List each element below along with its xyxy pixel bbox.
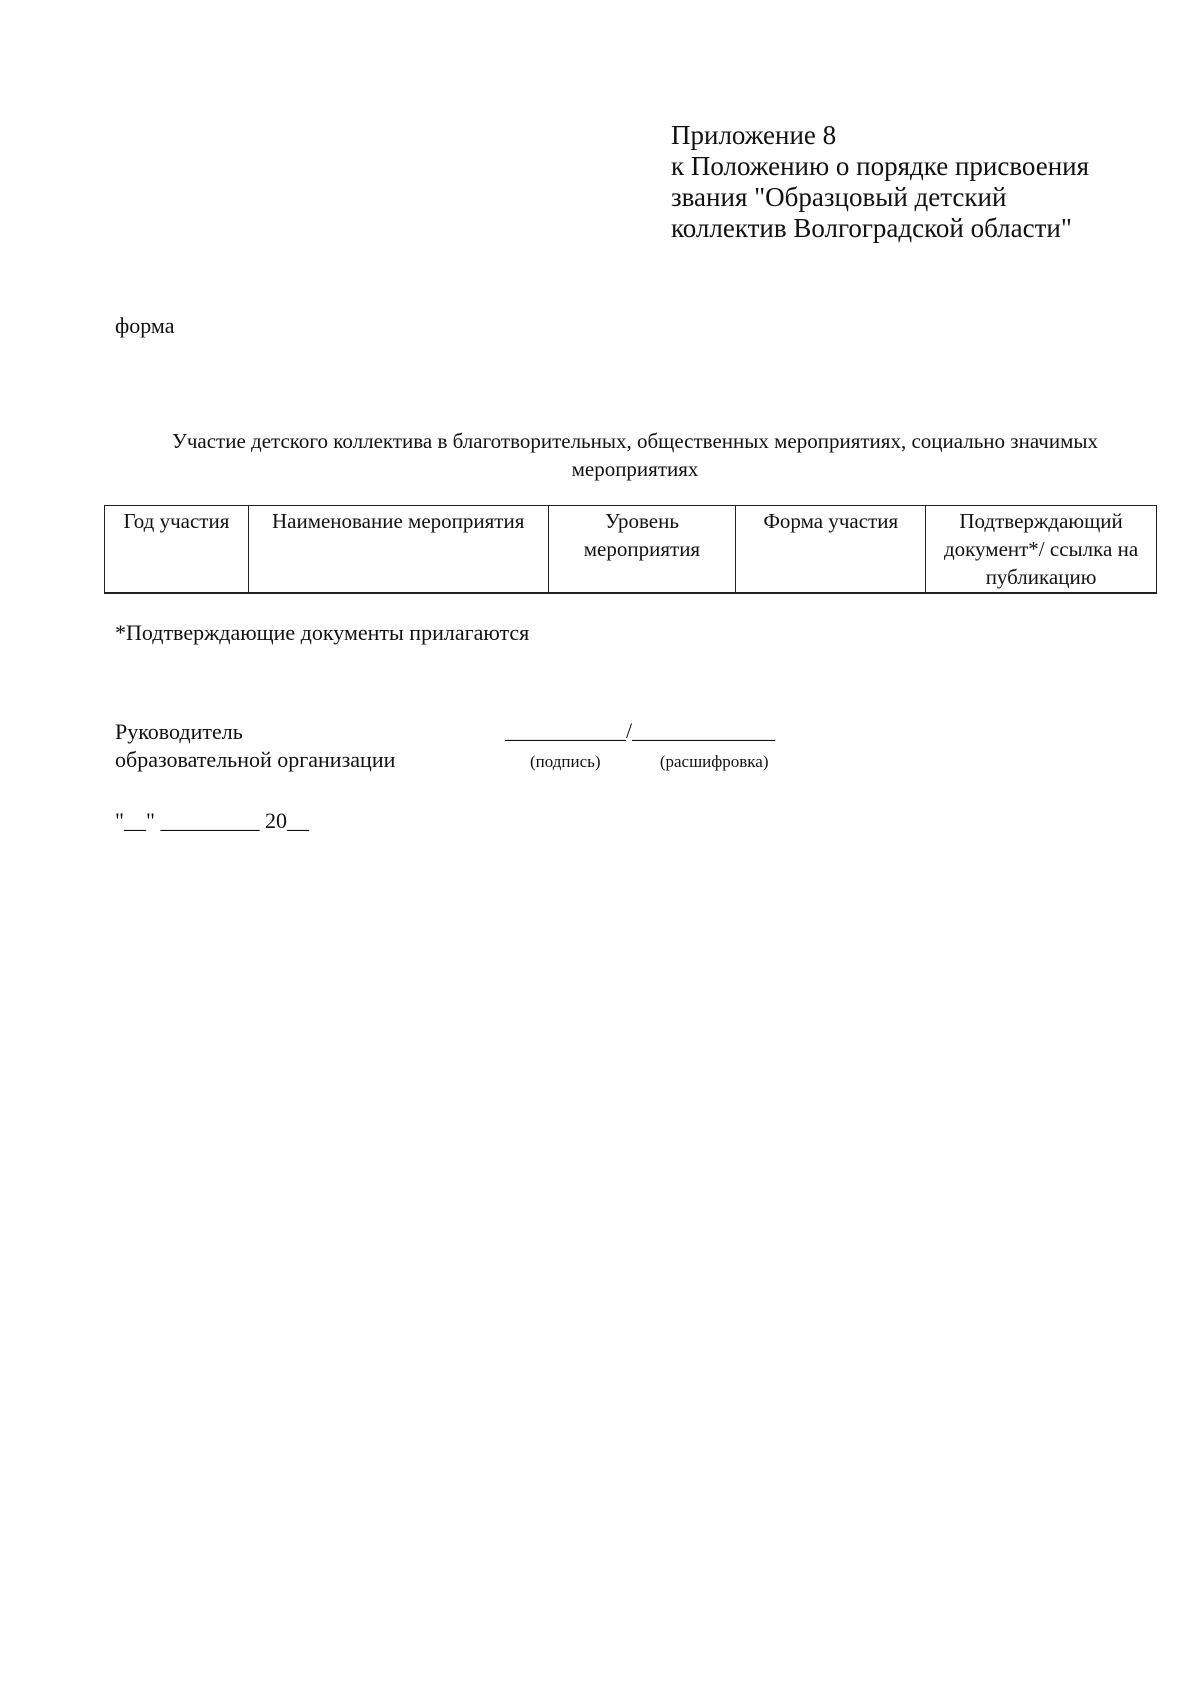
signatory-role-line: образовательной организации — [115, 747, 396, 772]
signature-captions — [530, 752, 769, 772]
header-event-name: Наименование мероприятия — [248, 506, 548, 594]
appendix-line: звания "Образцовый детский — [671, 182, 1007, 212]
table-header-row — [105, 506, 1157, 594]
signatory-role — [115, 718, 395, 774]
participation-table — [104, 505, 1157, 594]
appendix-line: Приложение 8 — [671, 120, 837, 150]
signatory-role-line: Руководитель — [115, 719, 243, 744]
date-line: "__" _________ 20__ — [115, 808, 309, 833]
document-title: Участие детского коллектива в благотворительных, общественных мероприятиях, социально значимых мероприятиях — [171, 429, 1099, 481]
appendix-line: коллектив Волгоградской области" — [671, 213, 1072, 243]
caption-decoding: (расшифровка) — [659, 752, 769, 771]
header-confirming-document: Подтверждающий документ*/ ссылка на публикацию — [926, 506, 1157, 594]
appendix-line: к Положению о порядке присвоения — [671, 151, 1090, 181]
header-participation-form: Форма участия — [736, 506, 926, 594]
footnote: *Подтверждающие документы прилагаются — [115, 620, 530, 645]
form-label: форма — [115, 313, 175, 338]
appendix-block — [671, 120, 1171, 244]
signature-line: ___________/_____________ — [505, 718, 776, 743]
header-event-level: Уровень мероприятия — [548, 506, 736, 594]
caption-signature: (подпись) — [530, 752, 601, 771]
header-year: Год участия — [105, 506, 249, 594]
